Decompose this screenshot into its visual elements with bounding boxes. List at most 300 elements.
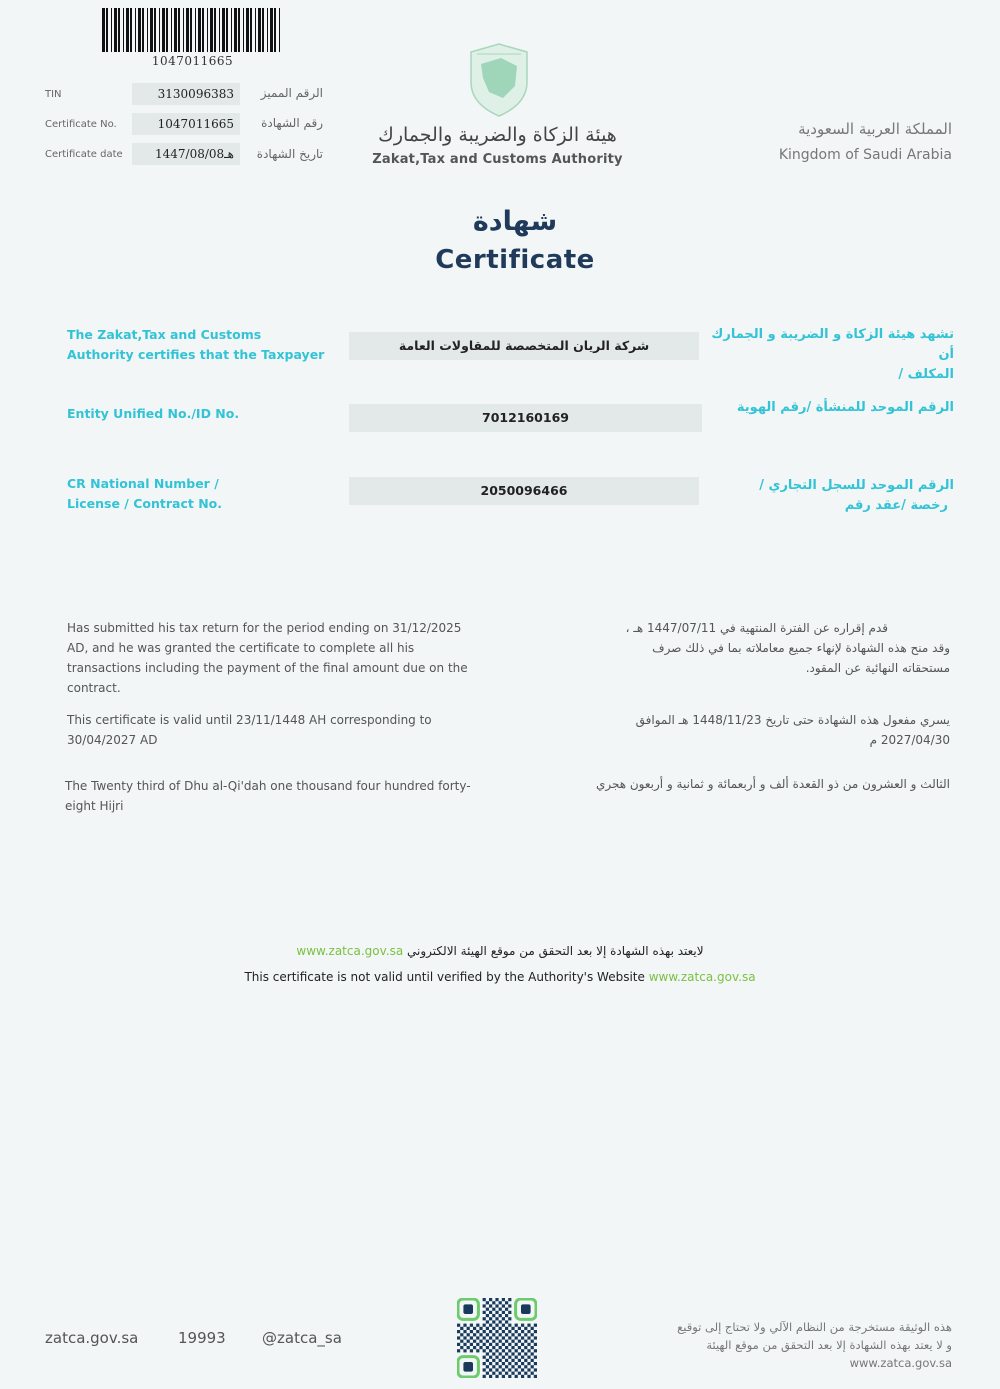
barcode-bar: [142, 8, 144, 52]
qr-module: [457, 1330, 460, 1333]
barcode-bar: [147, 8, 148, 52]
qr-module: [486, 1320, 489, 1323]
qr-module: [492, 1372, 495, 1375]
footer-handle[interactable]: @zatca_sa: [262, 1329, 342, 1347]
qr-module: [499, 1352, 502, 1355]
cr-label-ar-line1: الرقم الموحد للسجل التجاري /: [759, 478, 954, 493]
qr-module: [499, 1346, 502, 1349]
qr-module: [515, 1330, 518, 1333]
cr-number-value: 2050096466: [349, 477, 699, 505]
qr-module: [524, 1359, 527, 1362]
submitted-text-ar: [560, 618, 950, 678]
submitted-ar-line3: مستحقاته النهائية عن المقود.: [805, 661, 950, 675]
qr-module: [531, 1365, 534, 1368]
qr-module: [527, 1343, 530, 1346]
qr-module: [492, 1327, 495, 1330]
barcode-bar: [159, 8, 160, 52]
qr-module: [499, 1308, 502, 1311]
qr-module: [486, 1327, 489, 1330]
qr-module: [463, 1343, 466, 1346]
qr-module: [521, 1356, 524, 1359]
kingdom-name-ar: المملكة العربية السعودية: [798, 120, 952, 138]
verification-en: [150, 970, 850, 984]
qr-module: [495, 1356, 498, 1359]
qr-module: [531, 1346, 534, 1349]
qr-module: [460, 1327, 463, 1330]
qr-module: [508, 1304, 511, 1307]
barcode-bar: [234, 8, 237, 52]
date-words-ar: الثالث و العشرون من ذو القعدة ألف و أربعمائة و ثمانية و أربعون هجري: [595, 777, 950, 791]
qr-module: [457, 1343, 460, 1346]
certificate-date-label-ar: تاريخ الشهادة: [256, 147, 323, 161]
barcode-bar: [171, 8, 172, 52]
qr-module: [518, 1365, 521, 1368]
qr-module: [483, 1304, 486, 1307]
qr-module: [473, 1327, 476, 1330]
barcode-bar: [210, 8, 213, 52]
qr-module: [492, 1301, 495, 1304]
qr-module: [470, 1336, 473, 1339]
qr-module: [508, 1298, 511, 1301]
qr-module: [515, 1324, 518, 1327]
qr-module: [460, 1340, 463, 1343]
taxpayer-label-ar-line1: تشهد هيئة الزكاة و الضريبة و الجمارك أن: [711, 327, 954, 362]
qr-module: [534, 1362, 537, 1365]
qr-module: [518, 1372, 521, 1375]
qr-module: [508, 1368, 511, 1371]
qr-module: [508, 1362, 511, 1365]
valid-ar-line2: 2027/04/30 م: [869, 733, 950, 747]
submitted-en-line1: Has submitted his tax return for the period ending on 31/12/2025: [67, 621, 462, 635]
barcode-bar: [106, 8, 108, 52]
qr-module: [483, 1362, 486, 1365]
qr-module: [524, 1340, 527, 1343]
qr-module: [473, 1333, 476, 1336]
barcode-bar: [270, 8, 273, 52]
qr-module: [476, 1324, 479, 1327]
qr-module: [505, 1308, 508, 1311]
qr-module: [518, 1327, 521, 1330]
qr-module: [492, 1365, 495, 1368]
qr-module: [486, 1372, 489, 1375]
qr-module: [527, 1362, 530, 1365]
verification-ar-text: لايعتد بهذه الشهادة إلا بعد التحقق من موقع الهيئة الالكتروني: [407, 944, 704, 958]
barcode-bar: [246, 8, 249, 52]
qr-module: [521, 1375, 524, 1378]
qr-module: [521, 1349, 524, 1352]
qr-module: [505, 1372, 508, 1375]
qr-module: [508, 1324, 511, 1327]
valid-text-ar: [560, 710, 950, 750]
qr-module: [502, 1298, 505, 1301]
barcode-bar: [219, 8, 220, 52]
qr-module: [483, 1336, 486, 1339]
qr-module: [483, 1317, 486, 1320]
qr-module: [534, 1343, 537, 1346]
kingdom-name-en: Kingdom of Saudi Arabia: [778, 147, 952, 163]
qr-module: [518, 1333, 521, 1336]
qr-module: [489, 1336, 492, 1339]
qr-module: [527, 1356, 530, 1359]
certificate-no-value: 1047011665: [132, 113, 240, 135]
qr-module: [502, 1317, 505, 1320]
taxpayer-name: شركة الريان المتخصصة للمقاولات العامة: [349, 332, 699, 360]
qr-module: [521, 1330, 524, 1333]
submitted-en-line4: contract.: [67, 681, 121, 695]
tin-value: 3130096383: [132, 83, 240, 105]
barcode: [100, 8, 285, 52]
qr-module: [483, 1311, 486, 1314]
qr-module: [508, 1375, 511, 1378]
qr-module: [489, 1375, 492, 1378]
qr-module: [505, 1365, 508, 1368]
qr-module: [495, 1362, 498, 1365]
qr-module: [476, 1343, 479, 1346]
certificate-no-label: Certificate No.: [45, 119, 117, 130]
qr-module: [479, 1333, 482, 1336]
qr-module: [505, 1327, 508, 1330]
qr-module: [499, 1372, 502, 1375]
qr-module: [508, 1330, 511, 1333]
verification-en-url[interactable]: www.zatca.gov.sa: [648, 970, 756, 984]
qr-module: [457, 1349, 460, 1352]
qr-module: [499, 1340, 502, 1343]
certificate-date-value: 1447/08/08هـ: [132, 143, 240, 165]
valid-text-en: [67, 710, 487, 750]
barcode-bar: [111, 8, 112, 52]
qr-module: [511, 1327, 514, 1330]
qr-module: [534, 1336, 537, 1339]
qr-finder-inner: [463, 1304, 473, 1314]
qr-module: [502, 1311, 505, 1314]
date-words-en-line1: The Twenty third of Dhu al-Qi'dah one thousand four hundred forty-: [65, 779, 471, 793]
verification-ar-url[interactable]: www.zatca.gov.sa: [296, 944, 404, 958]
qr-module: [531, 1372, 534, 1375]
qr-module: [502, 1349, 505, 1352]
cr-label-en: [67, 474, 222, 514]
footer-note-url[interactable]: www.zatca.gov.sa: [849, 1356, 952, 1370]
qr-module: [489, 1343, 492, 1346]
certificate-no-label-ar: رقم الشهادة: [261, 116, 323, 130]
qr-module: [467, 1327, 470, 1330]
qr-module: [527, 1336, 530, 1339]
qr-module: [457, 1324, 460, 1327]
qr-module: [486, 1365, 489, 1368]
barcode-bar: [166, 8, 168, 52]
qr-module: [505, 1359, 508, 1362]
qr-module: [521, 1362, 524, 1365]
qr-module: [534, 1324, 537, 1327]
tin-label: TIN: [45, 89, 62, 100]
entity-id-label-en: Entity Unified No./ID No.: [67, 406, 240, 421]
barcode-bar: [118, 8, 120, 52]
qr-module: [502, 1362, 505, 1365]
qr-module: [505, 1314, 508, 1317]
barcode-bar: [154, 8, 156, 52]
title-ar: شهادة: [472, 206, 558, 237]
taxpayer-label-en: [67, 325, 324, 365]
qr-module: [483, 1375, 486, 1378]
qr-module: [524, 1346, 527, 1349]
qr-module: [505, 1340, 508, 1343]
barcode-bar: [123, 8, 124, 52]
qr-module: [492, 1359, 495, 1362]
verification-en-text: This certificate is not valid until verified by the Authority's Website: [244, 970, 645, 984]
qr-module: [483, 1343, 486, 1346]
submitted-ar-line1: قدم إقراره عن الفترة المنتهية في 1447/07/11 هـ ،: [625, 621, 888, 635]
qr-module: [527, 1349, 530, 1352]
valid-en-line2: 30/04/2027 AD: [67, 733, 158, 747]
qr-module: [527, 1324, 530, 1327]
qr-module: [508, 1356, 511, 1359]
qr-module: [534, 1368, 537, 1371]
valid-ar-line1: يسري مفعول هذه الشهادة حتى تاريخ 1448/11/23 هـ الموافق: [635, 713, 950, 727]
taxpayer-label-ar-line2: المكلف /: [898, 367, 954, 382]
qr-module: [502, 1336, 505, 1339]
qr-module: [486, 1308, 489, 1311]
qr-module: [524, 1372, 527, 1375]
footer-note: [600, 1318, 952, 1372]
authority-emblem-icon: [467, 42, 531, 118]
taxpayer-label-ar: [700, 325, 954, 385]
certificate-date-label: Certificate date: [45, 149, 123, 160]
qr-module: [489, 1356, 492, 1359]
qr-module: [495, 1375, 498, 1378]
barcode-bar: [274, 8, 276, 52]
qr-module: [508, 1317, 511, 1320]
qr-module: [486, 1340, 489, 1343]
qr-module: [483, 1330, 486, 1333]
qr-module: [499, 1365, 502, 1368]
barcode-bar: [258, 8, 261, 52]
valid-en-line1: This certificate is valid until 23/11/1448 AH corresponding to: [67, 713, 432, 727]
barcode-bar: [222, 8, 225, 52]
barcode-bar: [226, 8, 228, 52]
qr-module: [511, 1346, 514, 1349]
qr-module: [515, 1336, 518, 1339]
barcode-bar: [202, 8, 204, 52]
qr-module: [483, 1368, 486, 1371]
qr-module: [495, 1324, 498, 1327]
qr-module: [531, 1327, 534, 1330]
qr-finder-inner: [521, 1304, 531, 1314]
qr-module: [463, 1349, 466, 1352]
qr-module: [511, 1340, 514, 1343]
qr-module: [531, 1340, 534, 1343]
qr-module: [524, 1333, 527, 1336]
qr-module: [495, 1330, 498, 1333]
qr-module: [534, 1349, 537, 1352]
barcode-bar: [207, 8, 208, 52]
qr-module: [460, 1333, 463, 1336]
qr-code-icon: [457, 1298, 537, 1378]
taxpayer-label-en-line1: The Zakat,Tax and Customs: [67, 327, 262, 342]
submitted-en-line3: transactions including the payment of the final amount due on the: [67, 661, 468, 675]
barcode-bar: [178, 8, 180, 52]
qr-module: [476, 1336, 479, 1339]
cr-label-ar: [700, 476, 954, 516]
qr-module: [473, 1340, 476, 1343]
qr-module: [499, 1320, 502, 1323]
entity-id-label-ar: الرقم الموحد للمنشأة /رقم الهوية: [736, 400, 954, 415]
qr-module: [502, 1356, 505, 1359]
footer-site[interactable]: zatca.gov.sa: [45, 1329, 139, 1347]
qr-module: [521, 1368, 524, 1371]
barcode-bar: [250, 8, 252, 52]
qr-module: [489, 1330, 492, 1333]
qr-module: [531, 1359, 534, 1362]
barcode-bar: [190, 8, 192, 52]
barcode-bar: [135, 8, 136, 52]
submitted-text-en: [67, 618, 487, 698]
tin-label-ar: الرقم المميز: [260, 86, 323, 100]
barcode-bar: [138, 8, 141, 52]
qr-module: [495, 1304, 498, 1307]
qr-module: [505, 1333, 508, 1336]
footer-note-line2: و لا يعتد بهذه الشهادة إلا بعد التحقق من موقع الهيئة: [706, 1338, 952, 1352]
qr-module: [483, 1356, 486, 1359]
authority-name-en: Zakat,Tax and Customs Authority: [372, 152, 623, 167]
qr-module: [495, 1336, 498, 1339]
qr-module: [479, 1346, 482, 1349]
qr-module: [511, 1372, 514, 1375]
qr-module: [531, 1352, 534, 1355]
qr-module: [492, 1308, 495, 1311]
qr-module: [505, 1301, 508, 1304]
qr-module: [495, 1311, 498, 1314]
date-words-en-line2: eight Hijri: [65, 799, 124, 813]
qr-module: [489, 1349, 492, 1352]
qr-module: [460, 1346, 463, 1349]
qr-module: [518, 1352, 521, 1355]
barcode-bar: [126, 8, 129, 52]
footer-note-line1: هذه الوثيقة مستخرجة من النظام الآلي ولا تحتاج إلى توقيع: [677, 1320, 952, 1334]
qr-module: [499, 1333, 502, 1336]
qr-module: [489, 1324, 492, 1327]
qr-module: [515, 1356, 518, 1359]
qr-module: [499, 1314, 502, 1317]
qr-module: [511, 1365, 514, 1368]
qr-module: [467, 1333, 470, 1336]
qr-module: [489, 1298, 492, 1301]
qr-module: [511, 1352, 514, 1355]
qr-module: [511, 1333, 514, 1336]
qr-module: [463, 1330, 466, 1333]
barcode-bar: [162, 8, 165, 52]
barcode-bar: [255, 8, 256, 52]
qr-module: [515, 1362, 518, 1365]
barcode-bar: [183, 8, 184, 52]
qr-module: [518, 1359, 521, 1362]
qr-module: [495, 1368, 498, 1371]
qr-module: [489, 1311, 492, 1314]
qr-module: [508, 1311, 511, 1314]
qr-module: [518, 1346, 521, 1349]
qr-module: [521, 1343, 524, 1346]
qr-module: [486, 1359, 489, 1362]
barcode-bar: [174, 8, 177, 52]
entity-id-value: 7012160169: [349, 404, 702, 432]
cr-label-en-line1: CR National Number /: [67, 476, 219, 491]
cr-label-ar-line2: رخصة /عقد رقم: [844, 498, 948, 513]
qr-module: [479, 1340, 482, 1343]
barcode-number: 1047011665: [151, 54, 234, 68]
qr-module: [518, 1340, 521, 1343]
qr-module: [473, 1346, 476, 1349]
barcode-bar: [262, 8, 264, 52]
qr-module: [492, 1340, 495, 1343]
qr-module: [534, 1330, 537, 1333]
qr-module: [502, 1343, 505, 1346]
barcode-bar: [279, 8, 280, 52]
qr-module: [505, 1320, 508, 1323]
qr-module: [483, 1298, 486, 1301]
qr-module: [502, 1375, 505, 1378]
date-words-en: [65, 776, 495, 816]
qr-module: [511, 1359, 514, 1362]
qr-module: [515, 1343, 518, 1346]
title-en: Certificate: [435, 245, 595, 275]
barcode-bar: [238, 8, 240, 52]
qr-module: [499, 1327, 502, 1330]
qr-module: [470, 1324, 473, 1327]
qr-module: [527, 1375, 530, 1378]
qr-module: [502, 1304, 505, 1307]
qr-module: [524, 1352, 527, 1355]
barcode-bar: [198, 8, 201, 52]
qr-module: [486, 1346, 489, 1349]
qr-module: [463, 1324, 466, 1327]
qr-module: [495, 1317, 498, 1320]
qr-module: [505, 1352, 508, 1355]
barcode-bar: [243, 8, 244, 52]
qr-module: [505, 1346, 508, 1349]
qr-module: [502, 1330, 505, 1333]
qr-module: [521, 1324, 524, 1327]
authority-name-ar: هيئة الزكاة والضريبة والجمارك: [378, 124, 617, 146]
qr-module: [489, 1304, 492, 1307]
qr-module: [457, 1336, 460, 1339]
qr-module: [492, 1352, 495, 1355]
qr-module: [495, 1298, 498, 1301]
qr-module: [479, 1327, 482, 1330]
qr-module: [470, 1349, 473, 1352]
qr-module: [489, 1368, 492, 1371]
qr-module: [502, 1324, 505, 1327]
qr-module: [508, 1336, 511, 1339]
qr-module: [470, 1343, 473, 1346]
qr-module: [499, 1301, 502, 1304]
qr-finder-inner: [463, 1362, 473, 1372]
qr-module: [515, 1349, 518, 1352]
barcode-bar: [130, 8, 132, 52]
qr-module: [489, 1362, 492, 1365]
footer-phone: 19993: [178, 1329, 226, 1347]
qr-module: [534, 1375, 537, 1378]
qr-module: [486, 1301, 489, 1304]
qr-module: [486, 1314, 489, 1317]
qr-module: [483, 1324, 486, 1327]
qr-module: [495, 1343, 498, 1346]
qr-module: [531, 1333, 534, 1336]
qr-module: [534, 1356, 537, 1359]
qr-module: [515, 1368, 518, 1371]
qr-module: [502, 1368, 505, 1371]
qr-module: [527, 1368, 530, 1371]
qr-module: [476, 1330, 479, 1333]
barcode-bar: [150, 8, 153, 52]
qr-module: [527, 1330, 530, 1333]
